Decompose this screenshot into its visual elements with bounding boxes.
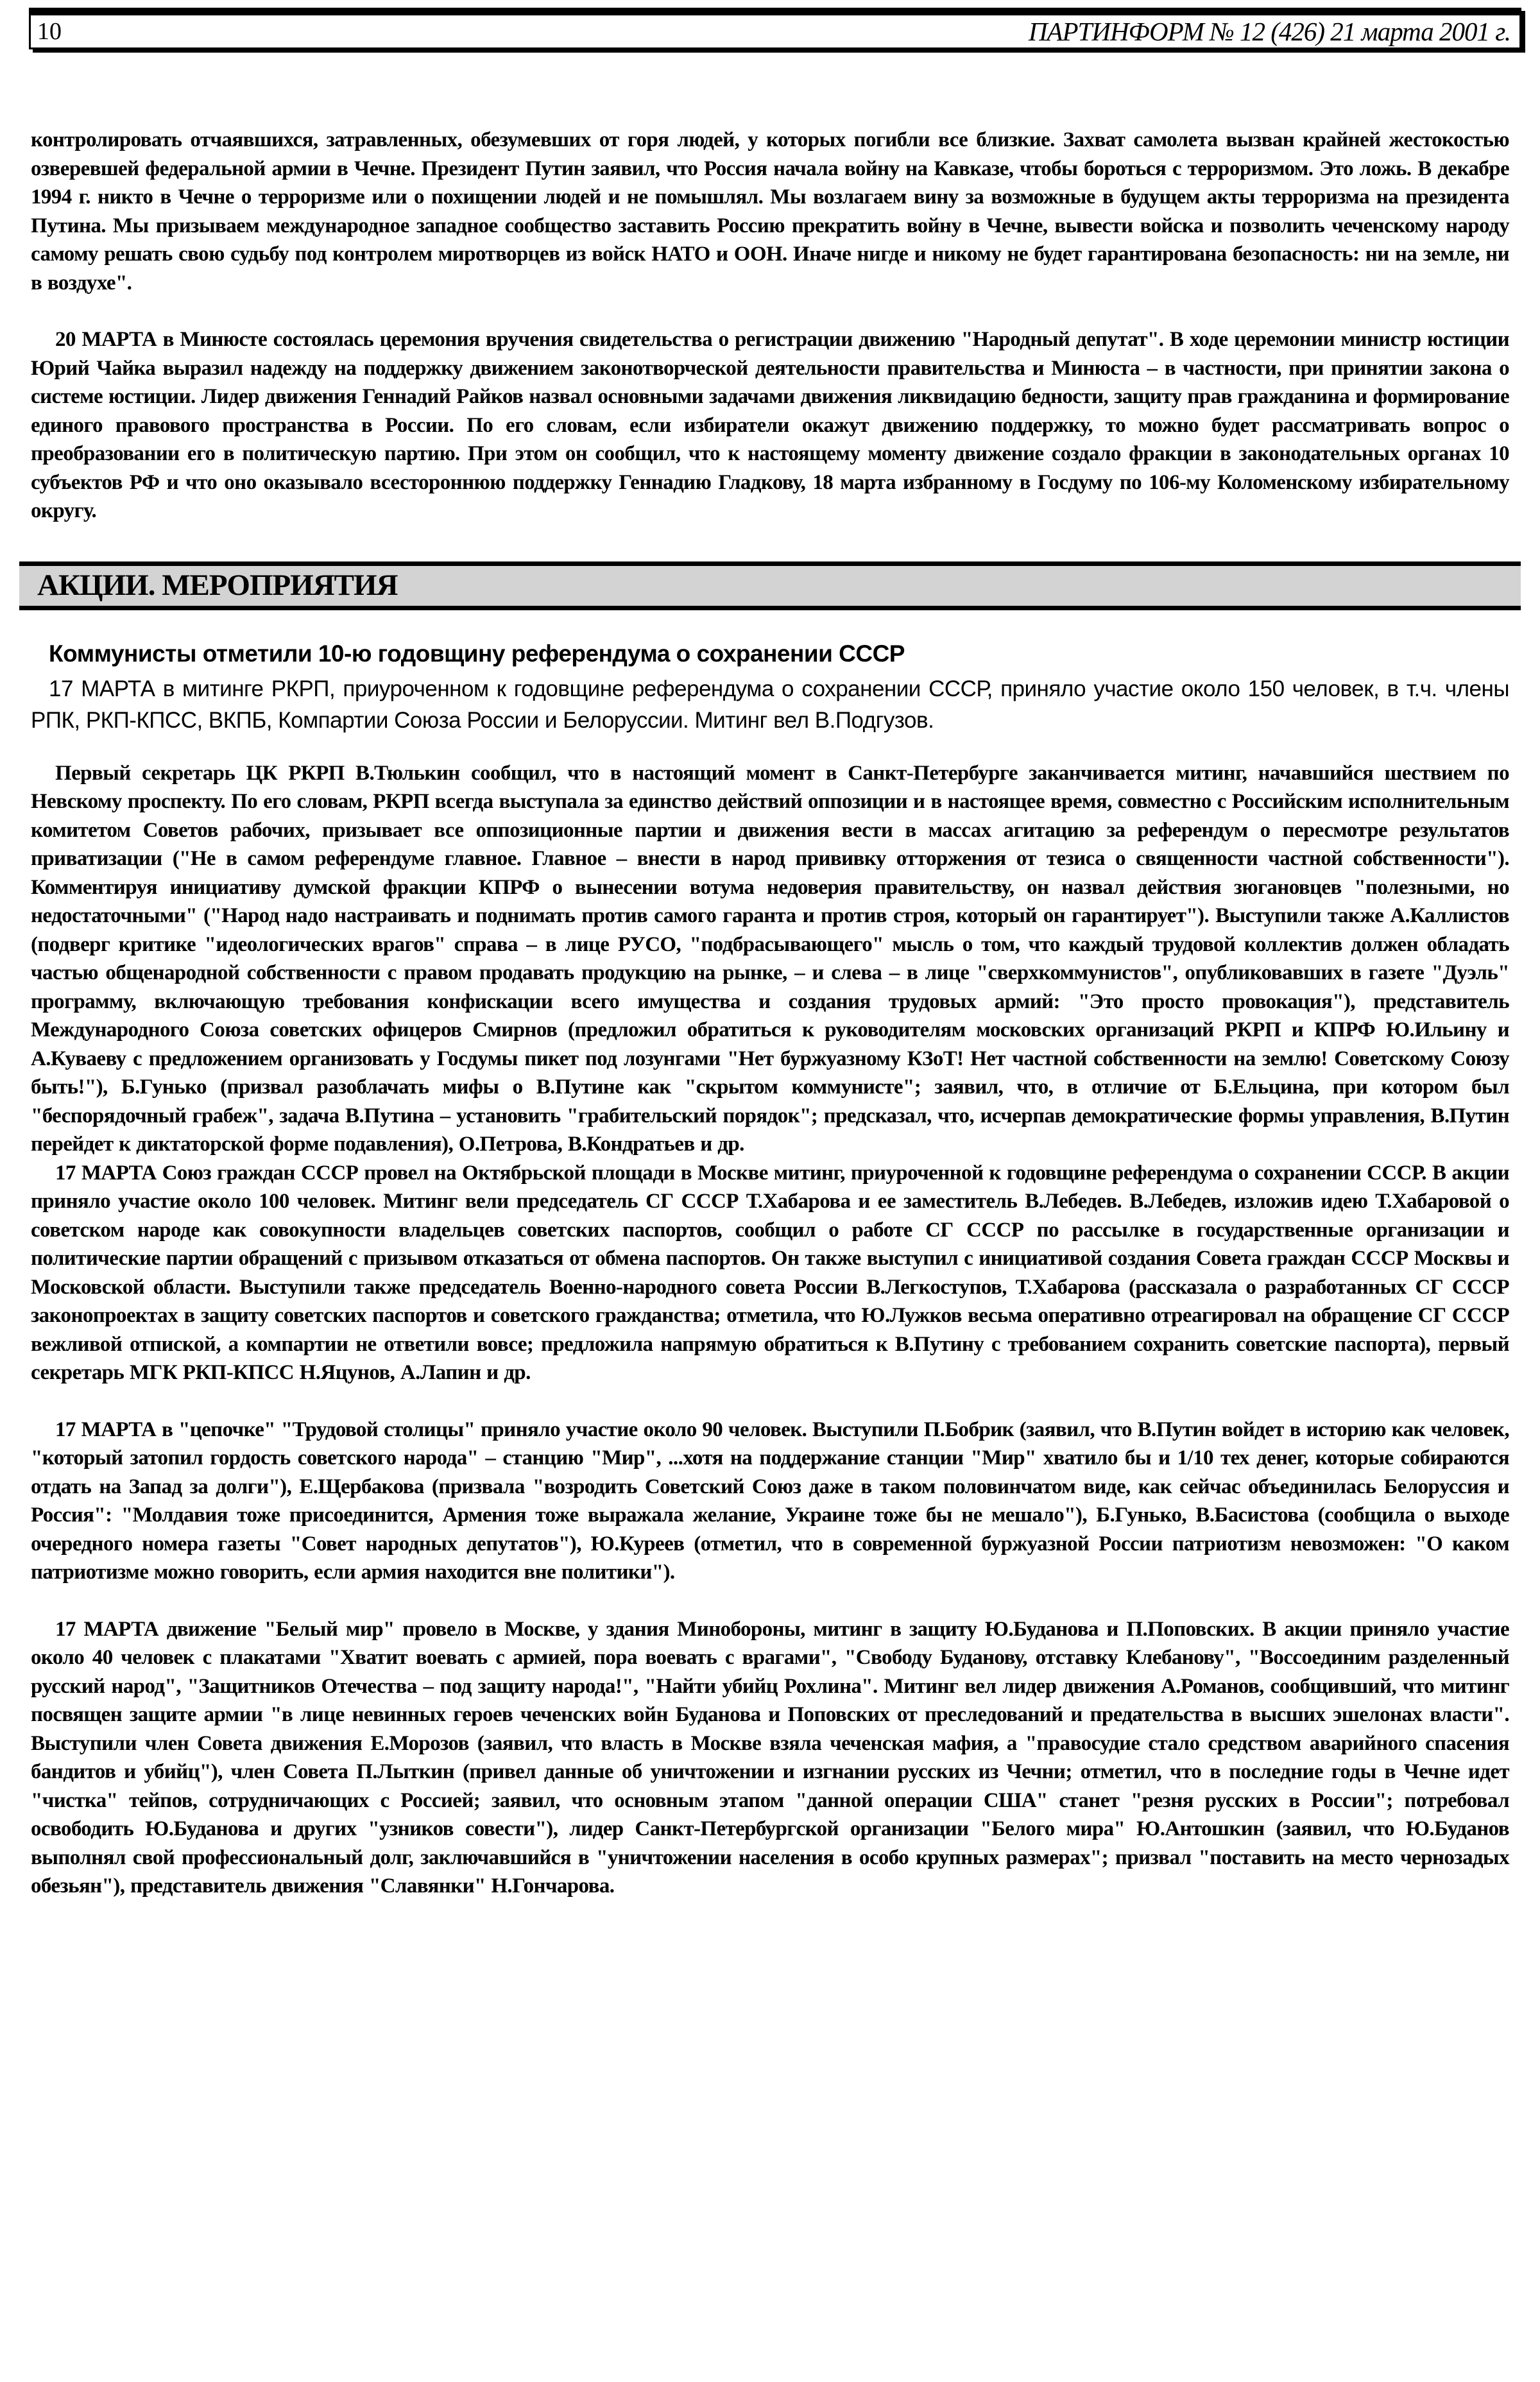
running-head [29, 8, 1521, 49]
news-paragraph-minjust: 20 МАРТА в Минюсте состоялась церемония вручения свидетельства о регистрации движению "Народный депутат". В ходе церемонии министр юстиции Юрий Чайка выразил надежду на поддержку движением законотворческой деятельности правительства и Минюста – в частности, при принятии закона о системе юстиции. Лидер движения Геннадий Райков назвал основными задачами движения ликвидацию бедности, защиту прав гражданина и формирование единого правового пространства в России. По его словам, если избиратели окажут движению поддержку, то можно будет рассматривать вопрос о преобразовании его в политическую партию. При этом он сообщил, что к настоящему моменту движение создало фракции в законодательных органах 10 субъектов РФ и что оно оказывало всестороннюю поддержку Геннадию Гладкову, 18 марта избранному в Госдуму по 106-му Коломенскому избирательному округу. [31, 328, 1509, 522]
body-paragraph-rkrp-meeting: Первый секретарь ЦК РКРП В.Тюлькин сообщил, что в настоящий момент в Санкт-Петербурге заканчивается митинг, начавшийся шествием по Невскому проспекту. По его словам, РКРП всегда выступала за единство действий оппозиции и в настоящее время, совместно с Российским исполнительным комитетом Советов рабочих, призывает все оппозиционные партии и движения вести в массах агитацию за референдум о пересмотре результатов приватизации ("Не в самом референдуме главное. Главное – внести в народ прививку отторжения от тезиса о священности частной собственности"). Комментируя инициативу думской фракции КПРФ о вынесении вотума недоверия правительству, он назвал действия зюгановцев "полезными, но недостаточными" ("Народ надо настраивать и поднимать против самого гаранта и против строя, который он гарантирует"). Выступили также А.Каллистов (подверг критике "идеологических врагов" справа – в лице РУСО, "подбрасывающего" мысль о том, что каждый трудовой коллектив должен обладать частью общенародной собственности с правом продавать продукцию на рынке, – и слева – в лице "сверхкоммунистов", опубликовавших в газете "Дуэль" программу, включающую требования конфискации всего имущества и создания трудовых армий: "Это просто провокация"), представитель Международного Союза советских офицеров Смирнов (предложил обратиться к руководителям московских организаций РКРП и КПРФ Ю.Ильину и А.Куваеву с предложением организовать у Госдумы пикет под лозунгами "Нет буржуазному КЗоТ! Нет частной собственности на землю! Советскому Союзу быть!"), Б.Гунько (призвал разоблачать мифы о В.Путине как "скрытом коммунисте"; заявил, что, в отличие от Б.Ельцина, при котором был "беспорядочный грабеж", задача В.Путина – установить "грабительский порядок"; предсказал, что, исчерпав демократические формы управления, В.Путин перейдет к диктаторской форме подавления), О.Петрова, В.Кондратьев и др. [31, 761, 1509, 1156]
section-banner-label: АКЦИИ. МЕРОПРИЯТИЯ [37, 569, 398, 602]
body-paragraph-sg-sssr-meeting: 17 МАРТА Союз граждан СССР провел на Октябрьской площади в Москве митинг, приуроченной к годовщине референдума о сохранении СССР. В акции приняло участие около 100 человек. Митинг вели председатель СГ СССР Т.Хабарова и ее заместитель В.Лебедев. В.Лебедев, изложив идею Т.Хабаровой о советском народе как совокупности владельцев советских паспортов, сообщил о работе СГ СССР по рассылке в государственные организации и политические партии обращений с призывом отказаться от обмена паспортов. Он также выступил с инициативой создания Совета граждан СССР Москвы и Московской области. Выступили также председатель Военно-народного совета России В.Легкоступов, Т.Хабарова (рассказала о разработанных СГ СССР законопроектах в защиту советских паспортов и советского гражданства; отметила, что Ю.Лужков весьма оперативно отреагировал на обращение СГ СССР вежливой отпиской, а компартии не ответили вовсе; предложила напрямую обратиться к В.Путину с требованием сохранить советские паспорта), первый секретарь МГК РКП-КПСС Н.Яцунов, А.Лапин и др. [31, 1161, 1509, 1384]
continued-paragraph-chechnya: контролировать отчаявшихся, затравленных, обезумевших от горя людей, у которых погибли все близкие. Захват самолета вызван крайней жестокостью озверевшей федеральной армии в Чечне. Президент Путин заявил, что Россия начала войну на Кавказе, чтобы бороться с терроризмом. Это ложь. В декабре 1994 г. никто в Чечне о терроризме или о похищении людей и не помышлял. Мы возлагаем вину за возможные в будущем акты терроризма на президента Путина. Мы призываем международное западное сообщество заставить Россию прекратить войну в Чечне, вывести войска и позволить чеченскому народу самому решать свою судьбу под контролем миротворцев из войск НАТО и ООН. Иначе нигде и никому не будет гарантирована безопасность: ни на земле, ни в воздухе". [31, 128, 1509, 295]
body-paragraph-trudovaya-stolitsa: 17 МАРТА в "цепочке" "Трудовой столицы" приняло участие около 90 человек. Выступили П.Бобрик (заявил, что В.Путин войдет в историю как человек, "который затопил гордость советского народа" – станцию "Мир", ...хотя на поддержание станции "Мир" хватило бы и 1/10 тех денег, которые собираются отдать на Запад за долги"), Е.Щербакова (призвала "возродить Советский Союз даже в таком половинчатом виде, как сейчас объединилась Белоруссия и Россия": "Молдавия тоже присоединится, Армения тоже выражала желание, Украине тоже бы не мешало"), Б.Гунько, В.Басистова (сообщила о выходе очередного номера газеты "Совет народных депутатов"), Ю.Куреев (отметил, что в современной буржуазной России патриотизм невозможен: "О каком патриотизме можно говорить, если армия находится вне политики"). [31, 1418, 1509, 1584]
body-paragraph-bely-mir: 17 МАРТА движение "Белый мир" провело в Москве, у здания Минобороны, митинг в защиту Ю.Буданова и П.Поповских. В акции приняло участие около 40 человек с плакатами "Хватит воевать с армией, пора воевать с врагами", "Свободу Буданову, отставку Клебанову", "Воссоединим разделенный русский народ", "Защитников Отечества – под защиту народа!", "Найти убийц Рохлина". Митинг вел лидер движения А.Романов, сообщивший, что митинг посвящен защите армии "в лице невинных героев чеченских войн Буданова и Поповских от преследований и предательства в высших эшелонах власти". Выступили член Совета движения Е.Морозов (заявил, что власть в Москве взяла чеченская мафия, а "правосудие стало средством аварийного спасения бандитов и убийц"), член Совета П.Лыткин (привел данные об уничтожении и изгнании русских из Чечни; отметил, что в последние годы в Чечне идет "чистка" тейпов, сотрудничающих с Россией; заявил, что основным этапом "данной операции США" станет "резня русских в России"; потребовал освободить Ю.Буданова и других "узников совести"), лидер Санкт-Петербургской организации "Белого мира" Ю.Антошкин (заявил, что Ю.Буданов выполнял свой профессиональный долг, заключавшийся в "уничтожении населения в особо крупных размерах"; призвал "поставить на место чернозадых обезьян"), представитель движения "Славянки" Н.Гончарова. [31, 1617, 1509, 1898]
article-intro-paragraph: 17 МАРТА в митинге РКРП, приуроченном к годовщине референдума о сохранении СССР, приняло участие около 150 человек, в т.ч. члены РПК, РКП-КПСС, ВКПБ, Компартии Союза России и Белоруссии. Митинг вел В.Подгузов. [31, 676, 1509, 733]
text-column [31, 126, 1509, 1901]
article-title: Коммунисты отметили 10-ю годовщину референдума о сохранении СССР [49, 640, 905, 667]
section-banner [19, 561, 1521, 610]
page-number: 10 [37, 18, 62, 45]
issue-title: ПАРТИНФОРМ № 12 (426) 21 марта 2001 г. [1028, 16, 1510, 46]
